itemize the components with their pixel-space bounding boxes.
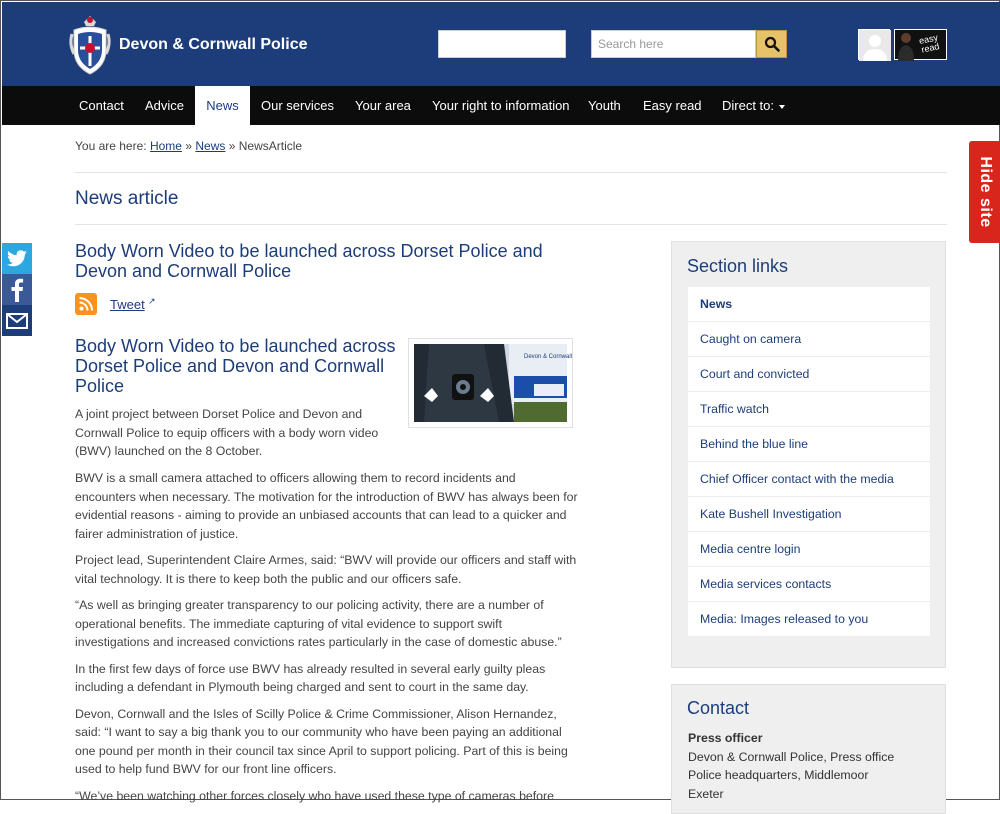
breadcrumb-news-link[interactable]: News	[195, 139, 226, 153]
caret-down-icon	[779, 105, 785, 109]
breadcrumb-separator: »	[185, 139, 193, 153]
contact-line: Devon & Cornwall Police, Press office	[688, 749, 895, 764]
twitter-icon	[6, 250, 28, 268]
section-link-traffic-watch[interactable]: Traffic watch	[688, 392, 930, 427]
nav-youth[interactable]: Youth	[588, 98, 621, 113]
site-header	[2, 2, 1000, 86]
search-button[interactable]	[756, 30, 787, 58]
section-link-media-services-contacts[interactable]: Media services contacts	[688, 567, 930, 602]
breadcrumb-home-link[interactable]: Home	[149, 139, 182, 153]
header-blank-field[interactable]	[438, 30, 566, 58]
nav-easy-read[interactable]: Easy read	[643, 98, 702, 113]
contact-line: Exeter	[688, 786, 724, 801]
search-input[interactable]	[591, 30, 756, 58]
rss-icon	[75, 293, 97, 315]
share-facebook-button[interactable]	[2, 274, 32, 305]
article-body	[75, 469, 579, 813]
external-link-icon: ↗	[148, 296, 156, 306]
section-links-panel	[671, 241, 946, 668]
article-paragraph: Devon, Cornwall and the Isles of Scilly Police & Crime Commissioner, Alison Hernandez, said: “I want to say a big thank you to our community who have been paying an additional one pound per month in their council tax since April to support policing. Part of this is being used to help fund BWV for our front line officers.	[75, 706, 568, 776]
photo-illustration	[414, 344, 573, 422]
section-link-kate-bushell-investigation[interactable]: Kate Bushell Investigation	[688, 497, 930, 532]
article-paragraph: BWV is a small camera attached to officers allowing them to record incidents and encounters when necessary. The motivation for the introduction of BWV has always been for evidential reasons - aiming to provide an unbiased accounts that can lead to a quicker and fairer administration of justice.	[75, 471, 578, 541]
nav-direct-to-dropdown[interactable]	[722, 86, 785, 125]
nav-your-area[interactable]: Your area	[355, 98, 411, 113]
easy-read-label: easy read	[918, 32, 941, 55]
tweet-link[interactable]: Tweet	[110, 297, 145, 312]
breadcrumb	[75, 139, 302, 153]
article-subtitle: Body Worn Video to be launched across Dorset Police and Devon and Cornwall Police	[75, 336, 396, 396]
main-nav	[2, 86, 1000, 125]
contact-title: Contact	[687, 698, 750, 718]
svg-text:Devon & Cornwall: Devon & Cornwall	[524, 354, 573, 360]
nav-direct-to-label: Direct to:	[722, 98, 775, 113]
section-link-caught-on-camera[interactable]: Caught on camera	[688, 322, 930, 357]
search-icon	[764, 36, 780, 52]
rss-feed-button[interactable]	[75, 293, 97, 315]
facebook-icon	[10, 278, 24, 302]
site-name[interactable]: Devon & Cornwall Police	[119, 36, 308, 53]
nav-your-right-to-information[interactable]: Your right to information	[432, 98, 570, 113]
divider	[75, 172, 947, 173]
email-icon	[6, 313, 28, 329]
divider	[75, 224, 947, 225]
nav-our-services[interactable]: Our services	[261, 98, 334, 113]
section-link-behind-the-blue-line[interactable]: Behind the blue line	[688, 427, 930, 462]
section-links-title: Section links	[687, 256, 789, 276]
nav-contact[interactable]: Contact	[79, 98, 124, 113]
user-account-button[interactable]	[858, 29, 890, 60]
section-link-chief-officer-contact[interactable]: Chief Officer contact with the media	[688, 462, 930, 497]
contact-line: Police headquarters, Middlemoor	[688, 768, 869, 782]
section-links-list	[688, 287, 930, 637]
section-link-court-and-convicted[interactable]: Court and convicted	[688, 357, 930, 392]
share-email-button[interactable]	[2, 305, 32, 336]
nav-news[interactable]: News	[195, 86, 250, 125]
section-link-media-images-released[interactable]: Media: Images released to you	[688, 602, 930, 637]
contact-panel	[671, 684, 946, 814]
share-twitter-button[interactable]	[2, 243, 32, 274]
article-title: Body Worn Video to be launched across Dorset Police and Devon and Cornwall Police	[75, 241, 543, 281]
article-paragraph: “We’ve been watching other forces closely who have used these type of cameras before	[75, 788, 554, 803]
easy-read-button[interactable]	[894, 29, 947, 60]
breadcrumb-separator: »	[228, 139, 236, 153]
article-intro: A joint project between Dorset Police and Devon and Cornwall Police to equip officers with a body worn video (BWV) launched on the 8 October.	[75, 407, 379, 458]
article-paragraph: “As well as bringing greater transparency to our policing activity, there are a number of operational benefits. The immediate capturing of vital evidence to support swift investigations and increased convictions rates particularly in the case of domestic abuse.”	[75, 598, 562, 649]
hide-site-button[interactable]	[969, 141, 1000, 243]
breadcrumb-current: NewsArticle	[238, 139, 303, 153]
article-image[interactable]	[408, 338, 573, 428]
article-paragraph: In the first few days of force use BWV has already resulted in several early guilty pleas including a defendant in Plymouth being charged and sent to court in the same day.	[75, 661, 546, 694]
user-icon	[859, 30, 891, 61]
police-crest-logo[interactable]	[68, 14, 112, 76]
contact-details	[688, 729, 894, 803]
body-worn-camera-photo	[414, 344, 573, 422]
hide-site-label: Hide site	[976, 156, 994, 228]
section-link-media-centre-login[interactable]: Media centre login	[688, 532, 930, 567]
nav-advice[interactable]: Advice	[145, 98, 185, 113]
page-title: News article	[75, 188, 179, 209]
contact-role: Press officer	[688, 731, 763, 745]
section-link-news[interactable]: News	[688, 287, 930, 322]
breadcrumb-prefix: You are here:	[75, 139, 147, 153]
article-paragraph: Project lead, Superintendent Claire Armes, said: “BWV will provide our officers and staff with vital technology. It is there to keep both the public and our officers safe.	[75, 553, 577, 586]
